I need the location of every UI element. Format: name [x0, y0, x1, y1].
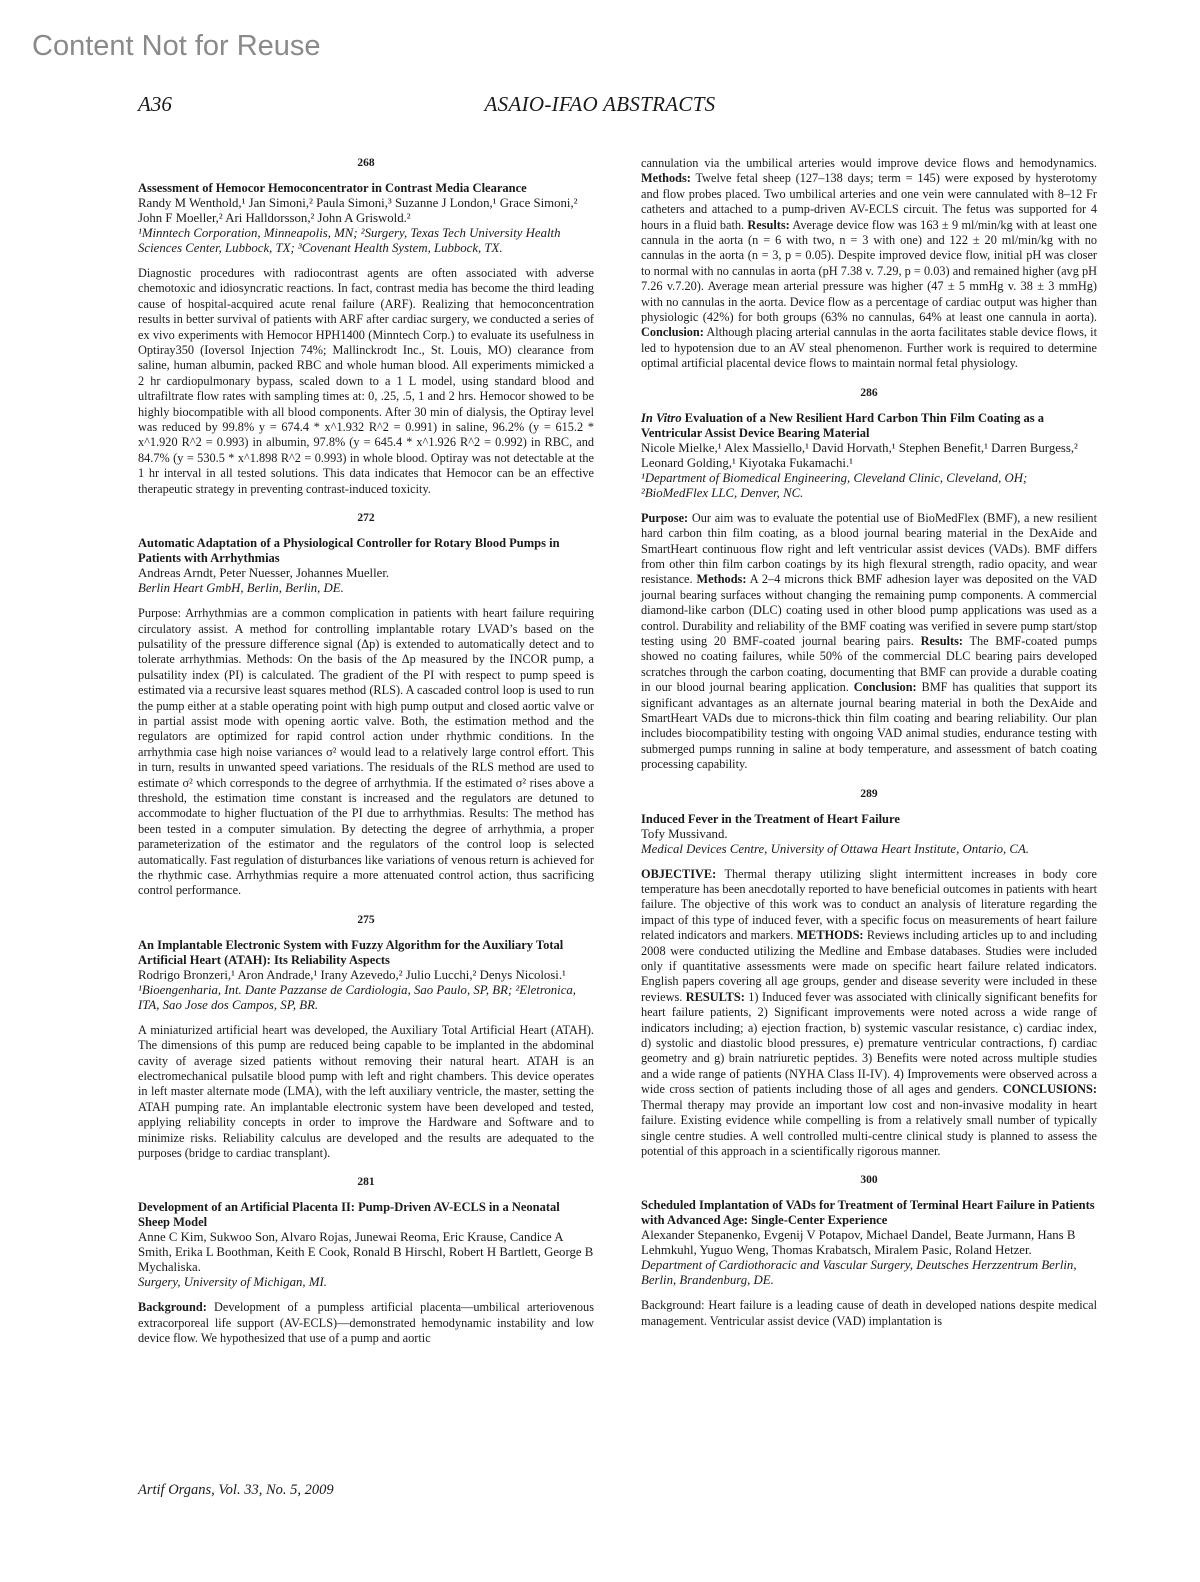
section-text: Our aim was to evaluate the potential use of BioMedFlex (BMF), a new resilient hard carbon thin film coating, as a blood journal bearing material in the DexAide and SmartHeart continuous flow right and left ventricular assist devices (VADs). BMF differs from other thin film carbon coatings by its high flexural strength, radio opacity, and wear resistance. [641, 510, 1097, 587]
abstract-body [641, 511, 1097, 773]
section-label: Conclusion: [641, 325, 704, 340]
section-label: RESULTS: [685, 989, 745, 1004]
section-text: BMF has qualities that support its significant advantages as an alternate journal bearing material in both the DexAide and SmartHeart VADs due to microns-thick thin film coating and bearing reliability. Our plan includes biocompatibility testing with ongoing VAD animal studies, endurance testing with submerged pumps running in saline at body temperature, and assessment of batch coating processing capability. [641, 680, 1098, 772]
abstract-281-continued [641, 156, 1097, 372]
abstract-body [641, 156, 1097, 372]
section-text: 1) Induced fever was associated with clinically significant benefits for heart failure patients, 2) Significant improvements were noted across a wide range of indicators including; a) ejection fraction, b) systemic vascular resistance, c) cardiac index, d) systolic and diastolic blood pressures, e) premature ventricular contractions, f) cardiac geometry and g) brain natriuretic peptides. 3) Benefits were noted across multiple studies and a wide range of patients (NYHA Class II-IV). 4) Improvements were observed across a wide cross section of patients including those of all ages and genders. [641, 989, 1097, 1097]
abstract-authors: Anne C Kim, Sukwoo Son, Alvaro Rojas, Junewai Reoma, Eric Krause, Candice A Smith, Erika L Boothman, Keith E Cook, Ronald B Hirschl, Robert H Bartlett, George B Mychaliska. [138, 1230, 594, 1275]
abstract-authors: Andreas Arndt, Peter Nuesser, Johannes Mueller. [138, 566, 390, 581]
abstract-268 [138, 157, 594, 497]
abstract-affiliation: Surgery, University of Michigan, MI. [138, 1275, 327, 1290]
abstract-number: 300 [860, 1174, 878, 1187]
abstract-affiliation: ¹Minntech Corporation, Minneapolis, MN; ²Surgery, Texas Tech University Health Sciences Center, Lubbock, TX; ³Covenant Health System, Lubbock, TX. [138, 226, 561, 255]
watermark: Content Not for Reuse [32, 30, 321, 62]
abstract-title: Scheduled Implantation of VADs for Treatment of Terminal Heart Failure in Patients with Advanced Age: Single-Center Experience [641, 1198, 1095, 1228]
right-column [641, 156, 1097, 1344]
abstract-affiliation: ¹Bioengenharia, Int. Dante Pazzanse de Cardiologia, Sao Paulo, SP, BR; ²Eletronica, ITA, Sao Jose dos Campos, SP, BR. [138, 982, 576, 1012]
abstract-affiliation: ¹Department of Biomedical Engineering, Cleveland Clinic, Cleveland, OH; ²BioMedFlex LLC, Denver, NC. [641, 470, 1028, 500]
section-text: Although placing arterial cannulas in the aorta facilitates stable device flows, it led to hypotension due to an AV steal phenomenon. Further work is required to determine optimal artificial placental device flows to maintain normal fetal physiology. [641, 325, 1097, 371]
abstract-number: 272 [357, 512, 375, 525]
abstract-title: Automatic Adaptation of a Physiological Controller for Rotary Blood Pumps in Patients with Arrhythmias [138, 536, 560, 566]
title-rest: Evaluation of a New Resilient Hard Carbon Thin Film Coating as a Ventricular Assist Device Bearing Material [641, 410, 1044, 440]
section-label: Methods: [696, 572, 747, 587]
abstract-affiliation: Department of Cardiothoracic and Vascular Surgery, Deutsches Herzzentrum Berlin, Berlin, Brandenburg, DE. [641, 1258, 1077, 1288]
abstract-title: Development of an Artificial Placenta II: Pump-Driven AV-ECLS in a Neonatal Sheep Model [138, 1200, 560, 1230]
abstract-body [641, 867, 1097, 1160]
left-column [138, 157, 594, 1362]
section-text: The BMF-coated pumps showed no coating failures, while 50% of the commercial DLC bearing pairs developed scratches through the carbon coating, documenting that BMF can provide a durable coating in our blood journal bearing application. [641, 633, 1097, 695]
abstract-body: Diagnostic procedures with radiocontrast agents are often associated with adverse chemotoxic and idiosyncratic reactions. In fact, contrast media has become the third leading cause of hospital-acquired acute renal failure (ARF). Realizing that hemoconcentration results in better survival of patients with ARF after cardiac surgery, we conducted a series of ex vivo experiments with Hemocor HPH1400 (Minntech Corp.) to evaluate its usefulness in Optiray350 (Ioversol Injection 74%; Mallinckrodt Inc., St. Louis, MO) clearance from saline, human albumin, packed RBC and whole human blood. All experiments mimicked a 2 hr cardiopulmonary bypass, scaled down to a 1 L model, using standard blood and ultrafiltrate flow rates with sampling times at: 0, .25, .5, 1 and 2 hrs. Hemocor showed to be highly biocompatible with all blood components. After 30 min of dialysis, the Optiray level was reduced by 99.8% y = 674.4 * x^1.932 R^2 = 0.991) in saline, 96.2% (y = 615.2 * x^1.920 R^2 = 0.993) in albumin, 97.8% (y = 645.4 * x^1.926 R^2 = 0.992) in RBC, and 84.7% (y = 530.5 * x^1.898 R^2 = 0.993) in whole blood. Optiray was not detectable at the 1 hr interval in all tested solutions. This data indicates that Hemocor can be an effective therapeutic strategy in preventing contrast-induced toxicity. [138, 266, 594, 496]
abstract-number: 281 [357, 1176, 375, 1189]
abstract-authors: Alexander Stepanenko, Evgenij V Potapov, Michael Dandel, Beate Jurmann, Hans B Lehmkuhl, Yuguo Weng, Thomas Krabatsch, Miralem Pasic, Roland Hetzer. [641, 1228, 1076, 1258]
abstract-authors: Rodrigo Bronzeri,¹ Aron Andrade,¹ Irany Azevedo,² Julio Lucchi,² Denys Nicolosi.¹ [138, 967, 566, 982]
abstract-body: A miniaturized artificial heart was developed, the Auxiliary Total Artificial Heart (ATAH). The dimensions of this pump are reduced being capable to be implanted in the abdominal cavity of average sized patients without removing their natural heart. ATAH is an electromechanical pulsatile blood pump with left and right chambers. This device operates in left master alternate mode (LMA), with the left auxiliary ventricle, the master, setting the ATAH pumping rate. An implantable electronic system have been developed and tested, applying reliability concepts in order to improve the Hardware and Software and to minimize risks. Reliability calculus are developed and the results are adequated to the purposes (bridge to cardiac transplant). [138, 1022, 594, 1161]
abstract-body [138, 1300, 594, 1346]
section-text: Reviews including articles up to and including 2008 were conducted utilizing the Medline and Embase databases. Studies were included only if quantitative assessments were made on specific heart failure related indicators. English papers covering all age groups, gender and disease severity were included in these reviews. [641, 928, 1097, 1004]
abstract-authors: Nicole Mielke,¹ Alex Massiello,¹ David Horvath,¹ Stephen Benefit,¹ Darren Burgess,² Leonard Golding,¹ Kiyotaka Fukamachi.¹ [641, 440, 1078, 470]
section-label: Results: [747, 217, 790, 232]
abstract-affiliation: Berlin Heart GmbH, Berlin, Berlin, DE. [138, 581, 344, 596]
abstract-number: 286 [860, 386, 878, 399]
section-text: Thermal therapy utilizing slight intermittent increases in body core temperature has been anecdotally reported to have beneficial outcomes in patients with heart failure. The objective of this work was to conduct an analysis of literature regarding the impact of this type of induced fever, with a specific focus on measurements of heart failure related indicators and markers. [641, 866, 1097, 943]
section-text: Twelve fetal sheep (127–138 days; term = 145) were exposed by hysterotomy and flow probes placed. Two umbilical arteries and one vein were cannulated with 8–12 Fr catheters and attached to a pump-driven AV-ECLS circuit. The fetus was supported for 4 hours in a fluid bath. [641, 171, 1098, 232]
abstract-number: 275 [357, 913, 375, 926]
abstract-title: An Implantable Electronic System with Fuzzy Algorithm for the Auxiliary Total Artificial Heart (ATAH): Its Reliability Aspects [138, 937, 564, 967]
abstract-title: Assessment of Hemocor Hemoconcentrator in Contrast Media Clearance [138, 181, 527, 195]
abstract-body: Purpose: Arrhythmias are a common complication in patients with heart failure requiring circulatory assist. A method for controlling implantable rotary LVAD’s based on the pulsatility of the pressure difference signal (Δp) is extended to automatically detect and to tolerate arrhythmias. Methods: On the basis of the Δp measured by the INCOR pump, a pulsatility index (PI) is calculated. The gradient of the PI with respect to pump speed is estimated via a recursive least squares method (RLS). A cascaded control loop is used to run the pump either at a stable operating point with high pump output and closed aortic valve or in partial assist mode with opening aortic valve. Both, the estimation method and the regulators are optimized for rapid control action under rhythmic conditions. In the arrhythmia case high noise variances σ² would lead to a relatively large control effort. This in turn, results in unwanted speed variations. The residuals of the RLS method are used to estimate σ² which corresponds to the degree of arrhythmia. If the estimated σ² rises above a threshold, the estimation time constant is increased and the regulators are detuned to accommodate to higher fluctuation of the PI due to arrhythmias. Results: The method has been tested in a computer simulation. By detecting the degree of arrhythmia, a proper parameterization of the estimator and the regulators of the control loop is selected automatically. Fast regulation of disturbances like variations of venous return is achieved for the rhythmic case. Arrhythmias require a more attenuated control action, thus sacrificing control performance. [138, 606, 594, 898]
abstract-272 [138, 512, 594, 899]
section-label: Background: [138, 1300, 207, 1315]
abstract-286 [641, 387, 1097, 773]
abstract-300 [641, 1174, 1097, 1329]
section-text: Average device flow was 163 ± 9 ml/min/kg with at least one cannula in the aorta (n = 6 with two, n = 3 with one) and 122 ± 20 ml/min/kg with no cannulas in the aorta (n = 3, p = 0.05). Despite improved device flow, initial pH was closer to normal with no cannulas in aorta (pH 7.38 v. 7.29, p = 0.03) and remained higher (avg pH 7.26 v.7.20). Average mean arterial pressure was higher (47 ± 5 mmHg v. 38 ± 3 mmHg) with no cannulas in the aorta. Device flow as a percentage of cardiac output was higher than physiologic (42%) for both groups (63% no cannulas, 64% at least one cannula in aorta). [641, 217, 1097, 325]
section-label: CONCLUSIONS: [1002, 1082, 1097, 1097]
section-label: Results: [920, 633, 963, 648]
journal-header: ASAIO-IFAO ABSTRACTS [484, 92, 716, 116]
abstract-body: Background: Heart failure is a leading cause of death in developed nations despite medical management. Ventricular assist device (VAD) implantation is [641, 1298, 1097, 1328]
abstract-authors: Tofy Mussivand. [641, 826, 728, 841]
section-text: Thermal therapy may provide an important low cost and non-invasive modality in heart failure. Existing evidence while compelling is from a relatively small number of typically single centre studies. A well controlled multi-centre clinical study is planned to assess the potential of this approach in a scientifically rigorous manner. [641, 1097, 1097, 1158]
abstract-289 [641, 788, 1097, 1160]
abstract-number: 289 [860, 787, 878, 800]
abstract-281 [138, 1176, 594, 1346]
abstract-affiliation: Medical Devices Centre, University of Ottawa Heart Institute, Ontario, CA. [641, 841, 1029, 856]
abstract-275 [138, 914, 594, 1162]
section-text: A 2–4 microns thick BMF adhesion layer was deposited on the VAD journal bearing surfaces without changing the remaining pump components. A commercial diamond-like carbon (DLC) coating used in other blood pump applications was used as a control. Durability and reliability of the BMF coating was verified in severe pump start/stop testing using 20 BMF-coated journal bearing pairs. [641, 572, 1097, 648]
section-label: OBJECTIVE: [641, 866, 717, 881]
section-label: Conclusion: [853, 680, 917, 695]
page-number: A36 [138, 92, 172, 116]
section-text: Development of a pumpless artificial placenta—umbilical arteriovenous extracorporeal life support (AV-ECLS)—demonstrated hemodynamic instability and low device flow. We hypothesized that use of a pump and aortic [138, 1300, 594, 1346]
section-label: Purpose: [641, 510, 689, 525]
section-text: cannulation via the umbilical arteries would improve device flows and hemodynamics. [641, 156, 1097, 170]
title-italic: In Vitro [641, 410, 682, 425]
abstract-authors: Randy M Wenthold,¹ Jan Simoni,² Paula Simoni,³ Suzanne J London,¹ Grace Simoni,² John F Moeller,² Ari Halldorsson,² John A Griswold.² [138, 196, 578, 225]
section-label: Methods: [641, 171, 691, 186]
abstract-title: Induced Fever in the Treatment of Heart Failure [641, 811, 900, 826]
section-label: METHODS: [796, 928, 864, 943]
abstract-title [641, 411, 1097, 441]
journal-footer: Artif Organs, Vol. 33, No. 5, 2009 [138, 1482, 334, 1498]
abstract-number: 268 [357, 157, 375, 169]
